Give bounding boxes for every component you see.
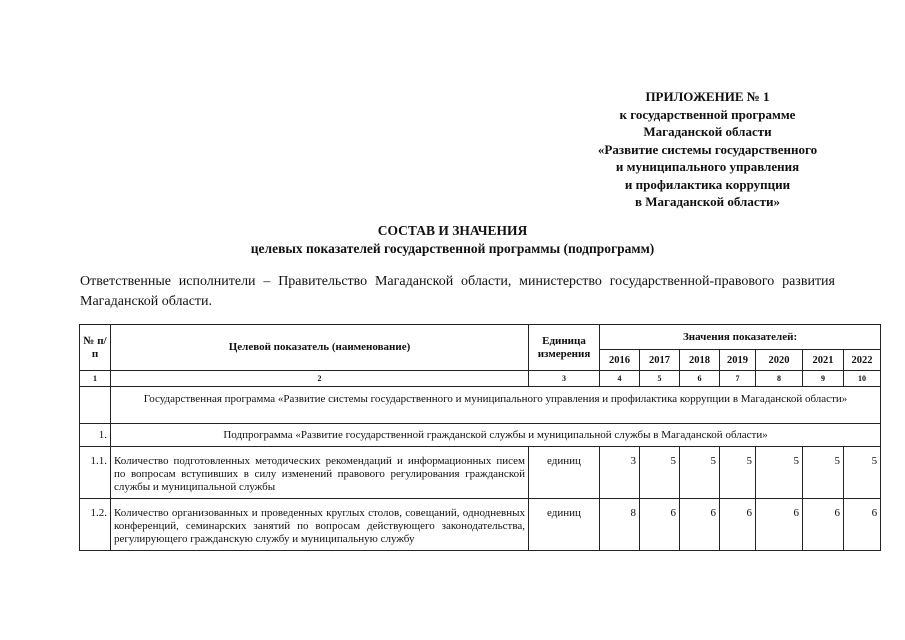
row-value: 5 <box>720 447 756 499</box>
row-value: 6 <box>680 499 720 551</box>
appendix-line: «Развитие системы государственного <box>597 141 818 157</box>
row-value: 5 <box>844 447 881 499</box>
header-year: 2016 <box>600 350 640 371</box>
row-value: 5 <box>640 447 680 499</box>
subprogram-title: Подпрограмма «Развитие государственной гражданской службы и муниципальной службы в Магаданской области» <box>111 424 881 447</box>
appendix-line: и муниципального управления <box>615 159 800 174</box>
column-number: 4 <box>600 371 640 387</box>
subprogram-row <box>80 424 881 447</box>
row-unit: единиц <box>529 447 600 499</box>
row-value: 5 <box>680 447 720 499</box>
header-year: 2018 <box>680 350 720 371</box>
row-value: 6 <box>640 499 680 551</box>
appendix-line: и профилактика коррупции <box>624 176 791 192</box>
column-number: 9 <box>803 371 844 387</box>
row-indicator-name: Количество подготовленных методических рекомендаций и информационных писем по вопросам вступивших в силу изменений правового регулирования гражданской службы и муниципальной службы <box>111 447 529 499</box>
table-row <box>80 499 881 551</box>
row-indicator-name: Количество организованных и проведенных круглых столов, совещаний, однодневных конференций, семинарских занятий по вопросам действующего законодательства, регулирующего гражданскую службу и муниципальную службу <box>111 499 529 551</box>
header-values: Значения показателей: <box>600 325 881 350</box>
indicators-table <box>79 324 881 551</box>
column-number: 8 <box>756 371 803 387</box>
header-year: 2021 <box>803 350 844 371</box>
program-title: Государственная программа «Развитие системы государственного и муниципального управления и профилактика коррупции в Магаданской области» <box>111 387 881 424</box>
subprogram-num: 1. <box>80 424 111 447</box>
row-unit: единиц <box>529 499 600 551</box>
row-value: 6 <box>803 499 844 551</box>
column-number-row <box>80 371 881 387</box>
row-value: 5 <box>756 447 803 499</box>
header-unit: Единица измерения <box>529 325 600 371</box>
header-num: № п/п <box>80 325 111 371</box>
row-value: 6 <box>756 499 803 551</box>
row-value: 8 <box>600 499 640 551</box>
appendix-line: в Магаданской области» <box>635 194 780 209</box>
responsible-executors: Ответственные исполнители – Правительство Магаданской области, министерство государственной-правового развития Магаданской области. <box>80 274 835 309</box>
header-year: 2017 <box>640 350 680 371</box>
column-number: 2 <box>111 371 529 387</box>
row-value: 6 <box>720 499 756 551</box>
appendix-line: Магаданской области <box>643 124 772 139</box>
column-number: 1 <box>80 371 111 387</box>
column-number: 7 <box>720 371 756 387</box>
title-line-2: целевых показателей государственной программы (подпрограмм) <box>250 241 655 256</box>
header-year: 2020 <box>756 350 803 371</box>
header-year: 2019 <box>720 350 756 371</box>
document-title <box>0 222 905 258</box>
header-year: 2022 <box>844 350 881 371</box>
program-row <box>80 387 881 424</box>
appendix-line: ПРИЛОЖЕНИЕ № 1 <box>645 89 770 104</box>
header-row <box>80 325 881 350</box>
column-number: 6 <box>680 371 720 387</box>
row-value: 5 <box>803 447 844 499</box>
row-num: 1.1. <box>80 447 111 499</box>
program-num-cell <box>80 387 111 424</box>
column-number: 10 <box>844 371 881 387</box>
row-value: 6 <box>844 499 881 551</box>
column-number: 3 <box>529 371 600 387</box>
table-row <box>80 447 881 499</box>
appendix-header <box>540 88 875 211</box>
row-value: 3 <box>600 447 640 499</box>
title-line-1: СОСТАВ И ЗНАЧЕНИЯ <box>377 223 528 238</box>
row-num: 1.2. <box>80 499 111 551</box>
column-number: 5 <box>640 371 680 387</box>
appendix-line: к государственной программе <box>619 106 796 122</box>
header-indicator: Целевой показатель (наименование) <box>111 325 529 371</box>
